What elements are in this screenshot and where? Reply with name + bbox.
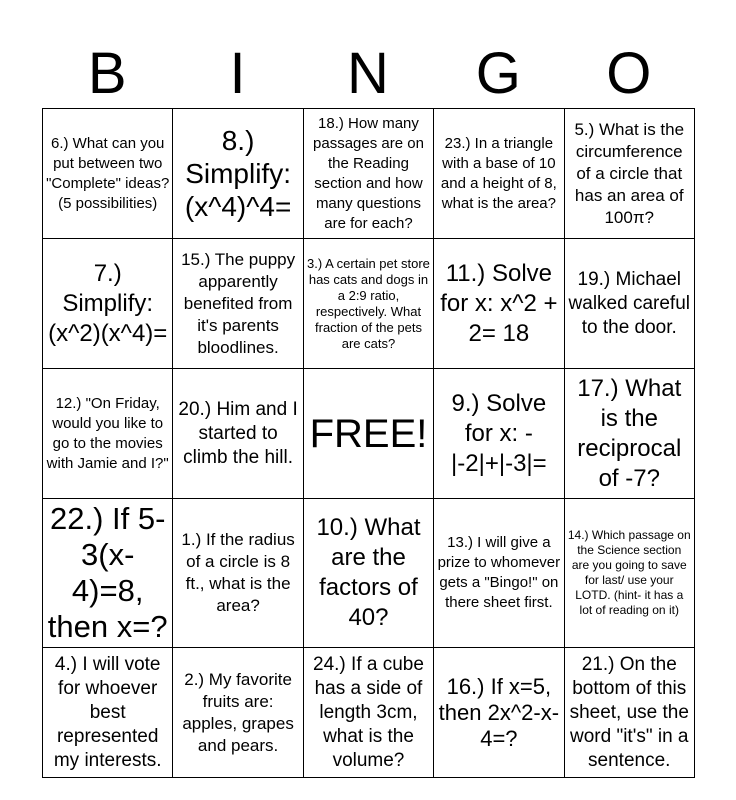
bingo-cell: 8.) Simplify: (x^4)^4= xyxy=(173,109,303,239)
grid-row-1 xyxy=(43,109,695,239)
bingo-header xyxy=(42,40,694,108)
bingo-cell: 1.) If the radius of a circle is 8 ft., what is the area? xyxy=(173,499,303,648)
grid-row-3 xyxy=(43,369,695,499)
grid-row-5 xyxy=(43,648,695,778)
bingo-cell: 16.) If x=5, then 2x^2-x-4=? xyxy=(434,648,564,778)
bingo-cell: 13.) I will give a prize to whomever gets a "Bingo!" on there sheet first. xyxy=(434,499,564,648)
bingo-cell: 7.) Simplify: (x^2)(x^4)= xyxy=(43,239,173,369)
bingo-cell: 2.) My favorite fruits are: apples, grapes and pears. xyxy=(173,648,303,778)
bingo-cell: 12.) "On Friday, would you like to go to the movies with Jamie and I?" xyxy=(43,369,173,499)
header-letter-o: O xyxy=(606,41,652,106)
bingo-cell: 10.) What are the factors of 40? xyxy=(303,499,433,648)
bingo-cell: 11.) Solve for x: x^2 + 2= 18 xyxy=(434,239,564,369)
bingo-cell: 9.) Solve for x: -|-2|+|-3|= xyxy=(434,369,564,499)
header-letter-g: G xyxy=(475,41,521,106)
bingo-cell: 22.) If 5-3(x-4)=8, then x=? xyxy=(43,499,173,648)
bingo-cell: 3.) A certain pet store has cats and dogs in a 2:9 ratio, respectively. What fraction of the pets are cats? xyxy=(303,239,433,369)
bingo-cell: 4.) I will vote for whoever best represented my interests. xyxy=(43,648,173,778)
bingo-cell: 18.) How many passages are on the Reading section and how many questions are for each? xyxy=(303,109,433,239)
header-letter-i: I xyxy=(229,41,246,106)
bingo-cell: 20.) Him and I started to climb the hill. xyxy=(173,369,303,499)
bingo-cell: 23.) In a triangle with a base of 10 and a height of 8, what is the area? xyxy=(434,109,564,239)
bingo-cell: 19.) Michael walked careful to the door. xyxy=(564,239,694,369)
bingo-grid xyxy=(42,108,695,778)
bingo-cell: 14.) Which passage on the Science section are you going to save for last/ use your LOTD. (hint- it has a lot of reading on it) xyxy=(564,499,694,648)
bingo-cell: 24.) If a cube has a side of length 3cm, what is the volume? xyxy=(303,648,433,778)
bingo-cell: 15.) The puppy apparently benefited from it's parents bloodlines. xyxy=(173,239,303,369)
grid-row-2 xyxy=(43,239,695,369)
bingo-cell: 17.) What is the reciprocal of -7? xyxy=(564,369,694,499)
grid-row-4 xyxy=(43,499,695,648)
free-space: FREE! xyxy=(303,369,433,499)
header-letter-b: B xyxy=(87,41,127,106)
bingo-cell: 21.) On the bottom of this sheet, use the word "it's" in a sentence. xyxy=(564,648,694,778)
bingo-cell: 6.) What can you put between two "Complete" ideas? (5 possibilities) xyxy=(43,109,173,239)
bingo-cell: 5.) What is the circumference of a circle that has an area of 100π? xyxy=(564,109,694,239)
header-letter-n: N xyxy=(347,41,389,106)
